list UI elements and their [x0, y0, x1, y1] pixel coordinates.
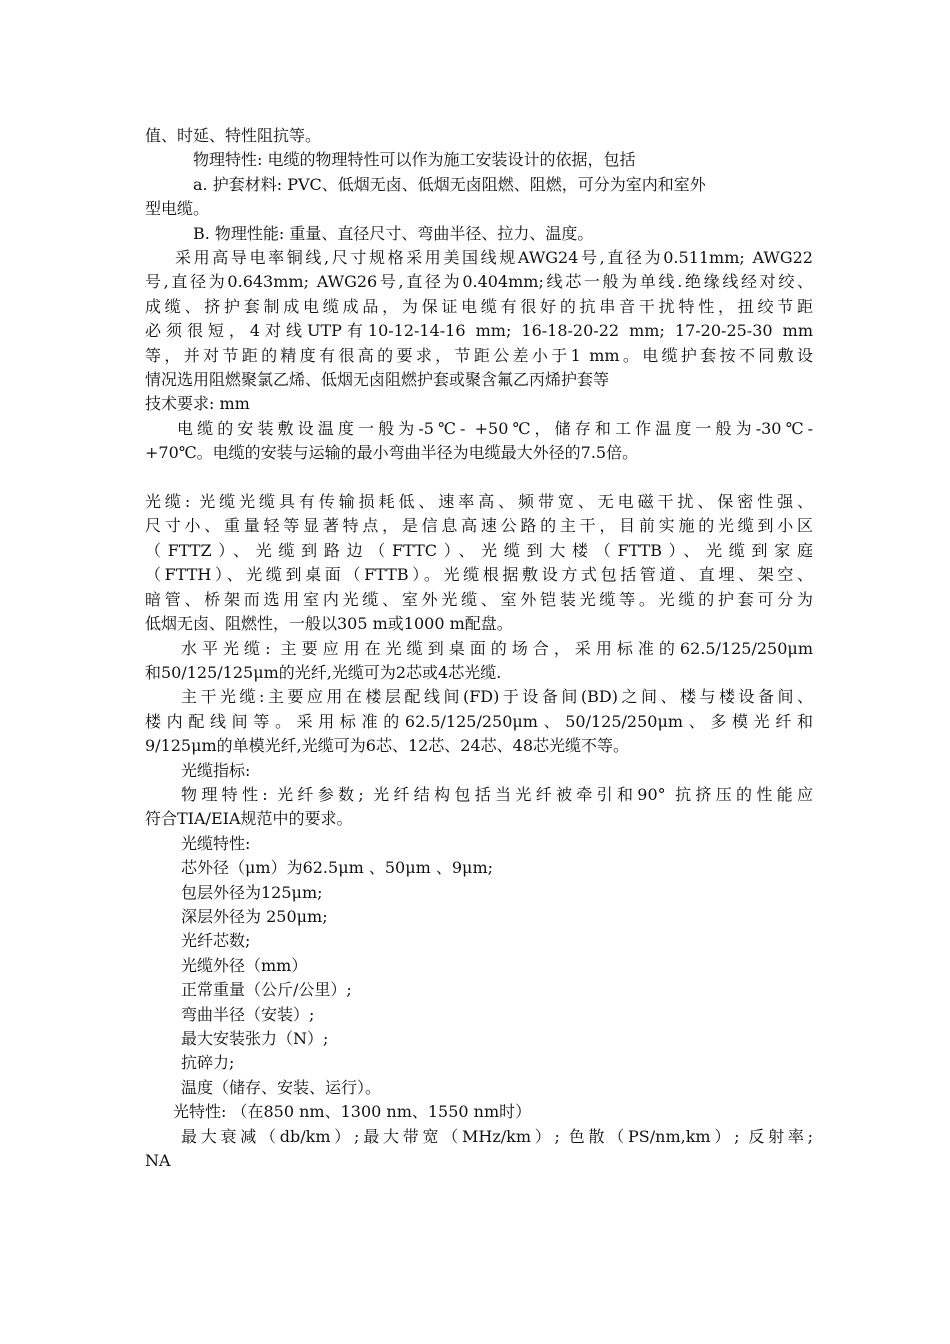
text-line: 包层外径为125μm;	[181, 882, 323, 902]
text-line: 情况选用阻燃聚氯乙烯、低烟无卤阻燃护套或聚含氟乙丙烯护套等	[145, 370, 610, 390]
text-line: 号,直径为0.643mm; AWG26号,直径为0.404mm;线芯一般为单线.绝缘线经对绞、	[145, 272, 813, 292]
text-line: （FTTZ）、光缆到路边（FTTC）、光缆到大楼（FTTB）、光缆到家庭	[145, 540, 813, 560]
text-line: 低烟无卤、阻燃性，一般以305 m或1000 m配盘。	[145, 614, 513, 634]
text-line: 等，并对节距的精度有很高的要求，节距公差小于1 mm。电缆护套按不同敷设	[145, 345, 813, 365]
text-line: 型电缆。	[145, 199, 210, 219]
text-line: 光缆特性:	[181, 833, 251, 853]
text-line: 电缆的安装敷设温度一般为-5℃- +50℃，储存和工作温度一般为-30℃-	[177, 418, 813, 438]
text-line: 9/125μm的单模光纤,光缆可为6芯、12芯、24芯、48芯光缆不等。	[145, 736, 630, 756]
text-line: B. 物理性能: 重量、直径尺寸、弯曲半径、拉力、温度。	[193, 223, 594, 243]
text-line: （FTTH）、光缆到桌面（FTTB）。光缆根据敷设方式包括管道、直埋、架空、	[145, 565, 813, 585]
text-line: 水平光缆: 主要应用在光缆到桌面的场合，采用标准的62.5/125/250μm	[181, 638, 813, 658]
text-line: NA	[145, 1151, 171, 1171]
text-line: 光纤芯数;	[181, 931, 251, 951]
text-line: 符合TIA/EIA规范中的要求。	[145, 809, 353, 829]
text-line: 楼内配线间等。采用标准的62.5/125/250μm、50/125/250μm、多模光纤和	[145, 711, 813, 731]
text-line: 光特性: （在850 nm、1300 nm、1550 nm时）	[173, 1102, 532, 1122]
text-line: 最大衰减（db/km）;最大带宽（MHz/km）; 色散（PS/nm,km）; 反射率;	[181, 1126, 813, 1146]
text-line: 尺寸小、重量轻等显著特点，是信息高速公路的主干，目前实施的光缆到小区	[145, 516, 813, 536]
text-line: 主干光缆:主要应用在楼层配线间(FD)于设备间(BD)之间、楼与楼设备间、	[181, 687, 813, 707]
text-line: 弯曲半径（安装）;	[181, 1004, 315, 1024]
text-line: 温度（储存、安装、运行）。	[181, 1077, 382, 1097]
text-line: 芯外径（μm）为62.5μm 、50μm 、9μm;	[181, 858, 494, 878]
text-line: 光缆: 光缆光缆具有传输损耗低、速率高、频带宽、无电磁干扰、保密性强、	[145, 492, 813, 512]
text-line: 成缆、挤护套制成电缆成品，为保证电缆有很好的抗串音干扰特性，扭绞节距	[145, 296, 813, 316]
text-line: 物理特性: 光纤参数; 光纤结构包括当光纤被牵引和90° 抗挤压的性能应	[181, 784, 813, 804]
text-line: 物理特性: 电缆的物理特性可以作为施工安装设计的依据，包括	[193, 150, 636, 170]
document-body	[145, 124, 813, 1173]
text-line: 正常重量（公斤/公里）;	[181, 980, 352, 1000]
text-line: 深层外径为 250μm;	[181, 906, 328, 926]
text-line: a. 护套材料: PVC、低烟无卤、低烟无卤阻燃、阻燃，可分为室内和室外	[193, 174, 706, 194]
text-line: +70℃。电缆的安装与运输的最小弯曲半径为电缆最大外径的7.5倍。	[145, 443, 639, 463]
text-line: 光缆指标:	[181, 760, 251, 780]
blank-line	[145, 466, 813, 490]
text-line: 抗碎力;	[181, 1053, 235, 1073]
text-line: 和50/125/125μm的光纤,光缆可为2芯或4芯光缆.	[145, 662, 502, 682]
text-line: 技术要求: mm	[145, 394, 250, 414]
text-line: 值、时延、特性阻抗等。	[145, 126, 322, 145]
text-line: 最大安装张力（N）;	[181, 1029, 329, 1049]
text-line: 光缆外径（mm）	[181, 955, 308, 975]
text-line: 暗管、桥架而选用室内光缆、室外光缆、室外铠装光缆等。光缆的护套可分为	[145, 589, 813, 609]
text-line: 必须很短，4对线UTP有10-12-14-16 mm; 16-18-20-22 mm; 17-20-25-30 mm	[145, 321, 813, 341]
text-line: 采用高导电率铜线,尺寸规格采用美国线规AWG24号,直径为0.511mm; AWG22	[175, 248, 813, 268]
